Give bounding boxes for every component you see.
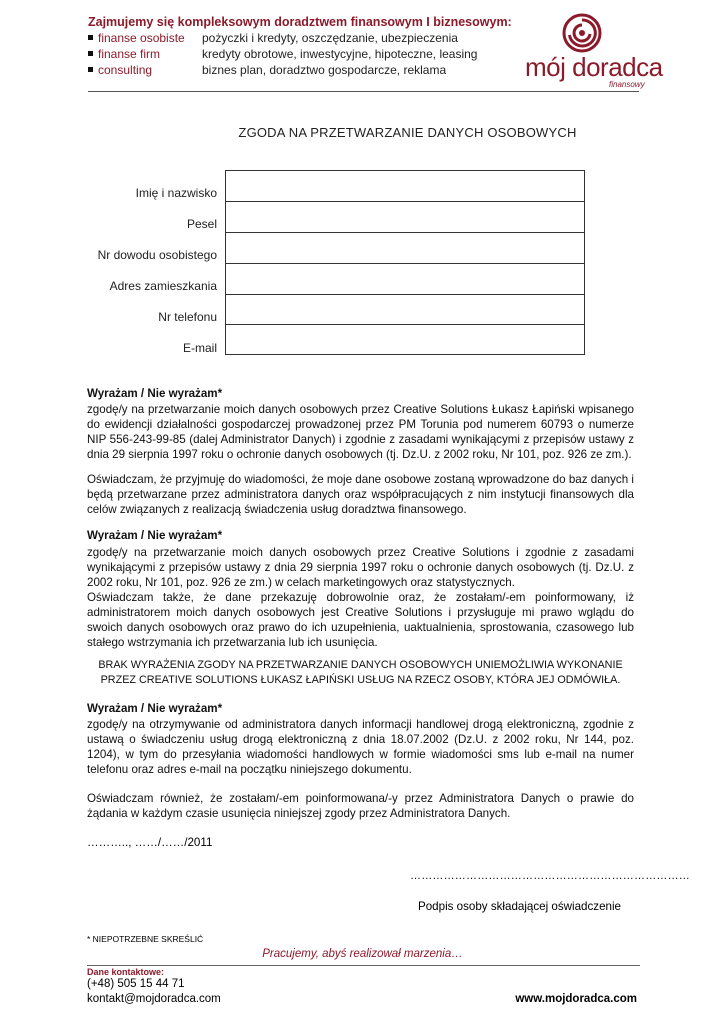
consent-heading-1: Wyrażam / Nie wyrażam* [87, 387, 223, 400]
bullet-icon [88, 67, 93, 72]
consent-heading-3: Wyrażam / Nie wyrażam* [87, 702, 223, 715]
consent-heading-2: Wyrażam / Nie wyrażam* [87, 529, 223, 542]
personal-data-form[interactable] [225, 170, 585, 355]
company-logo [525, 13, 663, 93]
footer-slogan: Pracujemy, abyś realizował marzenia… [262, 948, 463, 960]
service-name: finanse firm [98, 47, 161, 61]
footer-divider [87, 965, 640, 966]
service-desc: pożyczki i kredyty, oszczędzanie, ubezpieczenia [202, 31, 458, 45]
label-address: Adres zamieszkania [109, 279, 217, 293]
signature-line[interactable]: ………………………………………………………………… [410, 870, 690, 882]
field-divider [226, 294, 584, 295]
service-row [88, 63, 446, 79]
withdrawal-statement: Oświadczam również, że zostałam/-em poinformowana/-y przez Administratora Danych o prawie do żądania w każdym czasie usunięcia niniejszej zgody przez Administratora Danych. [87, 792, 634, 820]
field-divider [226, 324, 584, 325]
consent-statement-1: Oświadczam, że przyjmuję do wiadomości, że moje dane osobowe zostaną wprowadzone do baz danych i będą przetwarzane przez administratora danych oraz współpracujących z nim instytucji finansowych dla celów związanych z realizacją świadczenia usług doradztwa finansowego. [87, 473, 634, 516]
refusal-warning: BRAK WYRAŻENIA ZGODY NA PRZETWARZANIE DANYCH OSOBOWYCH UNIEMOŻLIWIA WYKONANIE PRZEZ CREATIVE SOLUTIONS ŁUKASZ ŁAPIŃSKI USŁUG NA RZECZ OSOBY, KTÓRA JEJ ODMÓWIŁA. [98, 659, 623, 686]
label-id-number: Nr dowodu osobistego [97, 248, 217, 262]
service-desc: biznes plan, doradztwo gospodarcze, reklama [202, 63, 447, 77]
date-line: ……….., ……/……/2011 [87, 836, 213, 849]
document-title: ZGODA NA PRZETWARZANIE DANYCH OSOBOWYCH [238, 125, 577, 140]
bullet-icon [88, 35, 93, 40]
spiral-icon [562, 13, 602, 53]
bullet-icon [88, 51, 93, 56]
consent-statement-2: Oświadczam także, że dane przekazuję dobrowolnie oraz, że zostałam/-em poinformowany, iż administratorem moich danych osobowych jest Creative Solutions i przysługuje mi prawo wglądu do swoich danych osobowych oraz prawo do ich uzupełnienia, uaktualnienia, sprostowania, czasowego lub stałego wstrzymania ich przetwarzania lub ich usunięcia. [87, 591, 634, 649]
service-name: finanse osobiste [98, 31, 185, 45]
label-pesel: Pesel [186, 217, 217, 231]
contact-email[interactable]: kontakt@mojdoradca.com [87, 993, 221, 1005]
consent-text-1: zgodę/y na przetwarzanie moich danych osobowych przez Creative Solutions Łukasz Łapiński wpisanego do ewidencji działalności gospodarczej prowadzonej przez PM Torunia pod numerem 60793 o numerze NIP 556-243-99-85 (dalej Administrator Danych) i zgodnie z zasadami wynikającymi z przepisów ustawy z dnia 29 sierpnia 1997 roku o ochronie danych osobowych (tj. Dz.U. z 2002 roku, Nr 101, poz. 926 ze zm.). [87, 403, 634, 461]
header-tagline: Zajmujemy się kompleksowym doradztwem finansowym I biznesowym: [88, 15, 512, 29]
consent-text-2: zgodę/y na przetwarzanie moich danych osobowych przez Creative Solutions i zgodnie z zasadami wynikającymi z przepisów ustawy z dnia 29 sierpnia 1997 roku o ochronie danych osobowych (tj. Dz.U. z 2002 roku, Nr 101, poz. 926 ze zm.) w celach marketingowych oraz statystycznych. [87, 546, 634, 589]
consent-text-3: zgodę/y na otrzymywanie od administratora danych informacji handlowej drogą elektroniczną, zgodnie z ustawą o świadczeniu usług drogą elektroniczną z dnia 18.07.2002 (Dz.U. z 2002 roku, Nr 144, poz. 1204), w tym do przesyłania wiadomości handlowych w formie wiadomości sms lub e-mail na numer telefonu oraz adres e-mail na początku niniejszego dokumentu. [87, 718, 634, 776]
service-name: consulting [98, 63, 153, 77]
field-divider [226, 232, 584, 233]
logo-subtitle: finansowy [609, 80, 645, 89]
label-phone: Nr telefonu [158, 310, 217, 324]
label-name: Imię i nazwisko [135, 186, 217, 200]
contact-heading: Dane kontaktowe: [87, 967, 165, 977]
contact-phone: (+48) 505 15 44 71 [87, 978, 185, 990]
label-email: E-mail [182, 341, 217, 355]
service-row [88, 31, 458, 47]
field-divider [226, 263, 584, 264]
header-divider [88, 91, 639, 92]
service-row [88, 47, 477, 63]
service-desc: kredyty obrotowe, inwestycyjne, hipoteczne, leasing [202, 47, 478, 61]
field-divider [226, 201, 584, 202]
signature-caption: Podpis osoby składającej oświadczenie [418, 900, 622, 913]
website-link[interactable]: www.mojdoradca.com [515, 993, 637, 1005]
footnote: * NIEPOTRZEBNE SKREŚLIĆ [87, 934, 204, 944]
logo-wordmark: mój doradca [525, 52, 663, 82]
